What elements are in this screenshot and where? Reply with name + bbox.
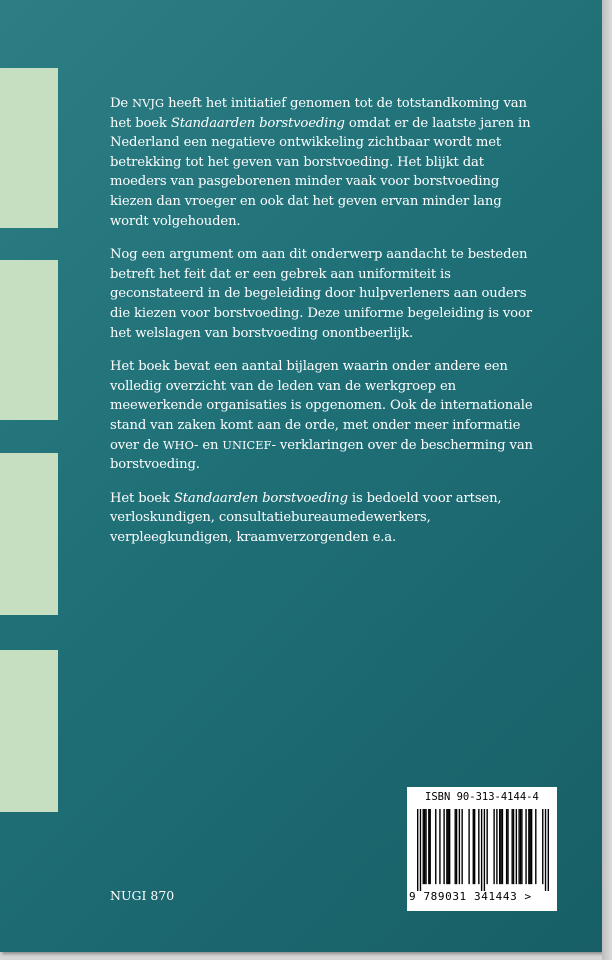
text-line xyxy=(110,416,570,436)
green-side-tab xyxy=(0,68,58,228)
barcode-bar xyxy=(481,809,482,891)
text-segment: die kiezen voor borstvoeding. Deze uniforme begeleiding is voor xyxy=(110,305,532,321)
barcode-bar xyxy=(449,809,450,884)
barcode-bar xyxy=(525,809,526,884)
barcode-bar xyxy=(478,809,479,884)
barcode-bar xyxy=(542,809,543,884)
page-edge xyxy=(602,0,612,960)
text-segment: betreft het feit dat er een gebrek aan uniformiteit is xyxy=(110,266,451,282)
paragraph xyxy=(110,489,570,548)
text-segment: Nog een argument om aan dit onderwerp aandacht te besteden xyxy=(110,247,528,263)
green-side-tab xyxy=(0,650,58,812)
text-line xyxy=(110,508,570,528)
text-line xyxy=(110,436,570,456)
text-segment: meewerkende organisaties is opgenomen. Ook de internationale xyxy=(110,398,533,414)
text-segment: Nederland een negatieve ontwikkeling zichtbaar wordt met xyxy=(110,135,502,151)
nugi-code: NUGI 870 xyxy=(110,888,175,903)
text-segment: geconstateerd in de begeleiding door hulpverleners aan ouders xyxy=(110,286,527,302)
book-title: Standaarden borstvoeding xyxy=(173,490,348,506)
text-line xyxy=(110,396,570,416)
barcode-bar xyxy=(518,809,519,884)
text-segment: omdat er de laatste jaren in xyxy=(344,115,531,131)
text-line xyxy=(110,357,570,377)
barcode-bar xyxy=(528,809,529,884)
barcode-bar xyxy=(545,809,546,891)
barcode-bar xyxy=(448,809,449,884)
barcode-bar xyxy=(513,809,514,884)
barcode-bars xyxy=(417,809,549,891)
text-segment: - en xyxy=(193,437,223,453)
text-line xyxy=(110,304,570,324)
text-line xyxy=(110,153,570,173)
barcode-bar xyxy=(417,809,418,891)
text-line xyxy=(110,528,570,548)
paragraph xyxy=(110,357,570,475)
barcode-bar xyxy=(548,809,549,891)
barcode-bar xyxy=(531,809,532,884)
text-line xyxy=(110,324,570,344)
barcode-bar xyxy=(500,809,501,884)
green-side-tab xyxy=(0,453,58,615)
barcode-bar xyxy=(516,809,517,884)
barcode-bar xyxy=(428,809,429,884)
text-line xyxy=(110,455,570,475)
barcode-bar xyxy=(521,809,522,884)
barcode-bar xyxy=(530,809,531,884)
paragraph xyxy=(110,94,570,231)
barcode-bar xyxy=(446,809,447,884)
green-side-tab xyxy=(0,260,58,420)
barcode-bar xyxy=(424,809,425,884)
text-segment: wordt volgehouden. xyxy=(110,213,241,229)
book-title: Standaarden borstvoeding xyxy=(170,115,345,131)
text-segment: borstvoeding. xyxy=(110,457,200,473)
isbn-number: ISBN 90-313-4144-4 xyxy=(425,791,539,803)
text-segment: is bedoeld voor artsen, xyxy=(347,490,502,506)
barcode-bar xyxy=(459,809,460,884)
text-line xyxy=(110,94,570,114)
barcode-bar xyxy=(461,809,462,884)
barcode-bar xyxy=(496,809,497,884)
barcode-bar xyxy=(420,809,421,891)
text-segment: verloskundigen, consultatiebureaumedewerkers, xyxy=(110,510,431,526)
barcode-bar xyxy=(511,809,512,884)
text-segment: Het boek bevat een aantal bijlagen waarin onder andere een xyxy=(110,359,508,375)
barcode-bar xyxy=(520,809,521,884)
text-segment: volledig overzicht van de leden van de werkgroep en xyxy=(110,378,456,394)
barcode-bar xyxy=(423,809,424,884)
barcode-bar xyxy=(474,809,475,884)
barcode-bar xyxy=(456,809,457,884)
text-line xyxy=(110,192,570,212)
ean-digits: 9 789031 341443 > xyxy=(409,890,532,903)
text-line xyxy=(110,245,570,265)
text-segment: het welslagen van borstvoeding onontbeerlijk. xyxy=(110,325,414,341)
text-segment: moeders van pasgeborenen minder vaak voor borstvoeding xyxy=(110,174,500,190)
text-segment: verpleegkundigen, kraamverzorgenden e.a. xyxy=(110,529,397,545)
text-line xyxy=(110,212,570,232)
paragraph xyxy=(110,245,570,343)
barcode-bar xyxy=(468,809,469,884)
text-line xyxy=(110,114,570,134)
text-segment: over de xyxy=(110,437,163,453)
acronym: UNICEF xyxy=(222,438,272,452)
barcode-bar xyxy=(499,809,500,884)
barcode-bar xyxy=(435,809,436,884)
acronym: NVJG xyxy=(132,97,165,110)
barcode-bar xyxy=(502,809,503,884)
text-segment: De xyxy=(110,96,133,111)
text-line xyxy=(110,133,570,153)
text-segment: - verklaringen over de bescherming van xyxy=(271,437,533,453)
text-line xyxy=(110,284,570,304)
acronym: WHO xyxy=(162,438,194,452)
text-line xyxy=(110,172,570,192)
text-segment: heeft het initiatief genomen tot de totstandkoming van xyxy=(164,96,527,111)
text-line xyxy=(110,489,570,509)
barcode-bar xyxy=(486,809,487,884)
barcode-bar xyxy=(484,809,485,891)
barcode-bar xyxy=(443,809,444,884)
text-segment: betrekking tot het geven van borstvoeding. Het blijkt dat xyxy=(110,154,484,170)
barcode-label xyxy=(407,787,557,911)
barcode-bar xyxy=(535,809,536,884)
text-segment: Het boek xyxy=(110,490,174,506)
barcode-bar xyxy=(455,809,456,884)
barcode-bar xyxy=(506,809,507,884)
barcode-bar xyxy=(439,809,440,884)
barcode-bar xyxy=(430,809,431,884)
barcode-bar xyxy=(507,809,508,884)
text-segment: het boek xyxy=(110,115,171,131)
text-segment: stand van zaken komt aan de orde, met onder meer informatie xyxy=(110,417,521,433)
barcode-bar xyxy=(493,809,494,884)
blurb-text xyxy=(110,94,570,561)
text-segment: kiezen dan vroeger en ook dat het geven ervan minder lang xyxy=(110,193,502,209)
text-line xyxy=(110,377,570,397)
text-line xyxy=(110,265,570,285)
barcode-bar xyxy=(473,809,474,884)
barcode-bar xyxy=(425,809,426,884)
